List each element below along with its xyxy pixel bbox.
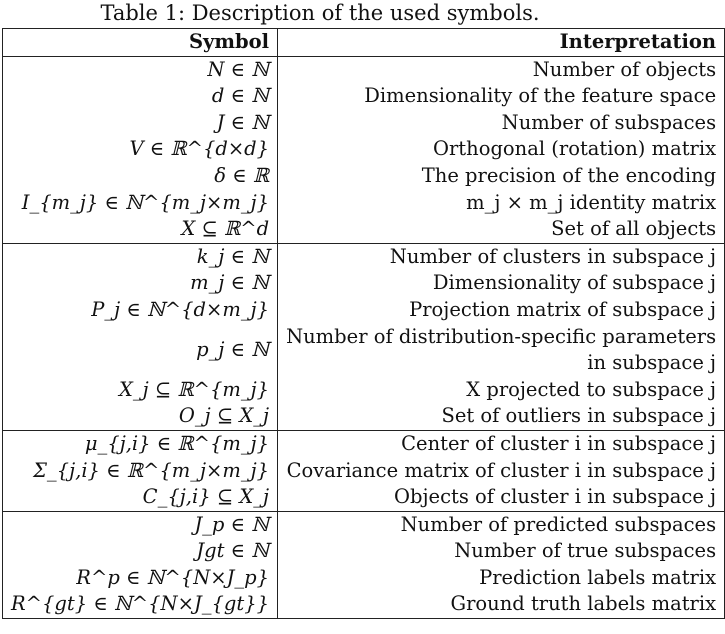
interpretation-cell: Number of subspaces [501,110,717,134]
table-row [3,458,725,485]
symbol-cell: J ∈ ℕ [3,110,278,137]
table-row [3,190,725,217]
symbols-table [2,28,725,619]
symbol-cell: I_{m_j} ∈ ℕ^{m_j×m_j} [3,190,278,217]
table-row [3,110,725,137]
interpretation-cell: Orthogonal (rotation) matrix [433,137,717,161]
interpretation-cell: m_j × m_j identity matrix [466,190,717,214]
interpretation-cell: Number of objects [532,57,717,81]
table-row [3,565,725,592]
table-row [3,511,725,538]
table-row [3,403,725,430]
symbol-cell: p_j ∈ ℕ [3,324,278,377]
interpretation-line: Number of distribution-specific parameters [286,324,717,348]
table-row [3,163,725,190]
interpretation-line: in subspace j [587,351,717,375]
symbol-cell: J_p ∈ ℕ [3,511,278,538]
table-row [3,136,725,163]
symbol-cell: Jgt ∈ ℕ [3,538,278,565]
interpretation-cell: Objects of cluster i in subspace j [278,484,725,511]
table-row [3,324,725,377]
interpretation-cell: Prediction labels matrix [479,565,717,589]
interpretation-cell: Dimensionality of subspace j [432,271,717,295]
table-row [3,83,725,110]
symbol-cell: k_j ∈ ℕ [3,243,278,270]
table-row [3,270,725,297]
interpretation-column-header: Interpretation [278,29,725,57]
interpretation-cell: Number of true subspaces [454,539,717,563]
symbol-cell: Σ_{j,i} ∈ ℝ^{m_j×m_j} [3,458,278,485]
table-row [3,216,725,243]
interpretation-cell: Dimensionality of the feature space [364,84,717,108]
symbol-cell: R^p ∈ ℕ^{N×J_p} [3,565,278,592]
symbol-cell: d ∈ ℕ [3,83,278,110]
symbol-cell: R^{gt} ∈ ℕ^{N×J_{gt}} [3,591,278,618]
table-row [3,484,725,511]
symbol-cell: V ∈ ℝ^{d×d} [3,136,278,163]
table-header-row [3,29,725,57]
table-row [3,243,725,270]
symbol-cell: X_j ⊆ ℝ^{m_j} [3,377,278,404]
interpretation-cell: Set of outliers in subspace j [278,403,725,430]
interpretation-cell: Covariance matrix of cluster i in subspace j [286,458,717,482]
interpretation-cell: Ground truth labels matrix [450,592,717,616]
symbol-column-header: Symbol [3,29,278,57]
symbol-cell: C_{j,i} ⊆ X_j [3,484,278,511]
table-row [3,591,725,618]
symbol-cell: μ_{j,i} ∈ ℝ^{m_j} [3,430,278,457]
interpretation-cell: Number of predicted subspaces [400,512,717,536]
table-row [3,430,725,457]
table-caption: Table 1: Description of the used symbols. [100,1,540,25]
table-row [3,297,725,324]
interpretation-cell: The precision of the encoding [421,163,717,187]
interpretation-cell: Number of clusters in subspace j [389,244,717,268]
interpretation-cell: X projected to subspace j [466,377,717,401]
symbol-cell: P_j ∈ ℕ^{d×m_j} [3,297,278,324]
table-row [3,377,725,404]
symbol-cell: δ ∈ ℝ [3,163,278,190]
interpretation-cell: Center of cluster i in subspace j [401,431,717,455]
table-row [3,538,725,565]
symbol-cell: m_j ∈ ℕ [3,270,278,297]
symbol-cell: N ∈ ℕ [3,56,278,83]
interpretation-cell: Projection matrix of subspace j [409,297,717,321]
interpretation-cell: Set of all objects [278,216,725,243]
interpretation-cell [278,324,725,377]
symbol-cell: X ⊆ ℝ^d [3,216,278,243]
table-row [3,56,725,83]
symbol-cell: O_j ⊆ X_j [3,403,278,430]
